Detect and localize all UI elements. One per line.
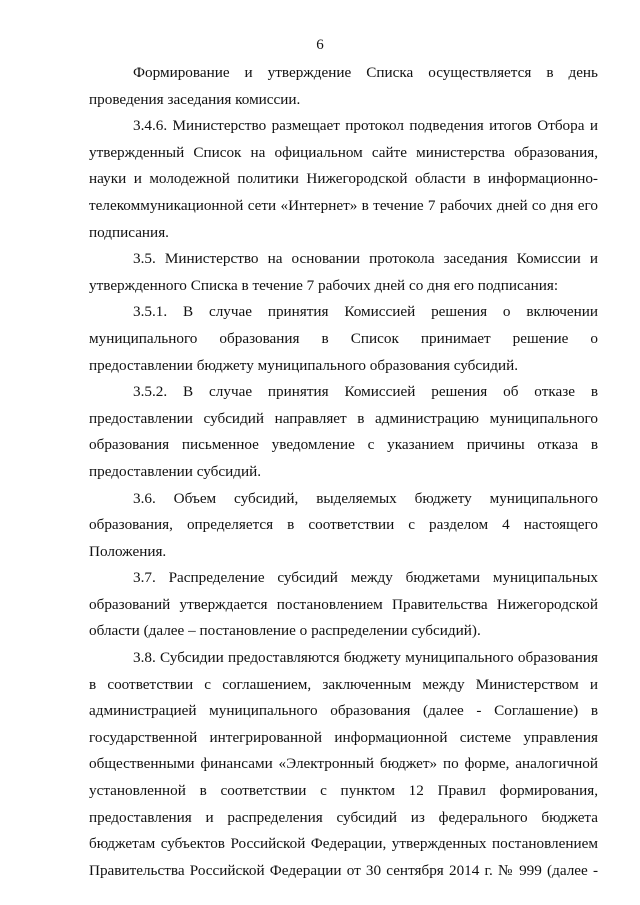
text-line: Формирование и утверждение Списка осуществляется в день <box>133 64 598 81</box>
text-line: предоставлении субсидий. <box>89 462 262 480</box>
text-line: муниципального образования в Список принимает решение о <box>89 329 598 347</box>
text-line: 3.8. Субсидии предоставляются бюджету муниципального образования <box>133 649 598 667</box>
text-line: общественными финансами «Электронный бюджет» по форме, аналогичной <box>89 755 598 773</box>
document-body <box>89 60 598 884</box>
text-line: предоставлении субсидий направляет в администрацию муниципального <box>89 409 598 427</box>
text-line: 3.5.2. В случае принятия Комиссией решения об отказе в <box>133 383 598 401</box>
text-line: 3.4.6. Министерство размещает протокол подведения итогов Отбора и <box>133 117 598 135</box>
text-line: бюджетам субъектов Российской Федерации, утвержденных постановлением <box>89 835 598 853</box>
text-line: 3.6. Объем субсидий, выделяемых бюджету муниципального <box>133 489 598 507</box>
text-line: Правительства Российской Федерации от 30 сентября 2014 г. № 999 (далее - <box>89 861 598 879</box>
text-line: администрацией муниципального образования (далее - Соглашение) в <box>89 702 598 720</box>
text-line: 3.5.1. В случае принятия Комиссией решения о включении <box>133 303 598 321</box>
page-number: 6 <box>316 37 324 53</box>
text-line: подписания. <box>89 223 169 241</box>
text-line: 3.7. Распределение субсидий между бюджетами муниципальных <box>133 569 598 587</box>
text-line: предоставления и распределения субсидий из федерального бюджета <box>89 808 598 826</box>
text-line: телекоммуникационной сети «Интернет» в течение 7 рабочих дней со дня его <box>89 196 598 214</box>
text-line: проведения заседания комиссии. <box>89 90 301 108</box>
text-line: образований утверждается постановлением Правительства Нижегородской <box>89 595 598 613</box>
text-line: установленной в соответствии с пунктом 12 Правил формирования, <box>89 782 598 800</box>
text-line: предоставлении бюджету муниципального образования субсидий. <box>89 356 519 374</box>
text-line: 3.5. Министерство на основании протокола заседания Комиссии и <box>133 250 598 268</box>
text-line: Положения. <box>89 542 167 560</box>
text-line: образования письменное уведомление с указанием причины отказа в <box>89 436 598 454</box>
text-line: государственной интегрированной информационной системе управления <box>89 728 598 746</box>
text-line: области (далее – постановление о распределении субсидий). <box>89 622 481 640</box>
text-line: образования, определяется в соответствии с разделом 4 настоящего <box>89 516 598 534</box>
text-line: науки и молодежной политики Нижегородской области в информационно- <box>89 170 598 188</box>
text-line: утвержденный Список на официальном сайте министерства образования, <box>89 143 598 161</box>
text-line: в соответствии с соглашением, заключенным между Министерством и <box>89 675 598 693</box>
text-line: утвержденного Списка в течение 7 рабочих дней со дня его подписания: <box>89 276 559 294</box>
